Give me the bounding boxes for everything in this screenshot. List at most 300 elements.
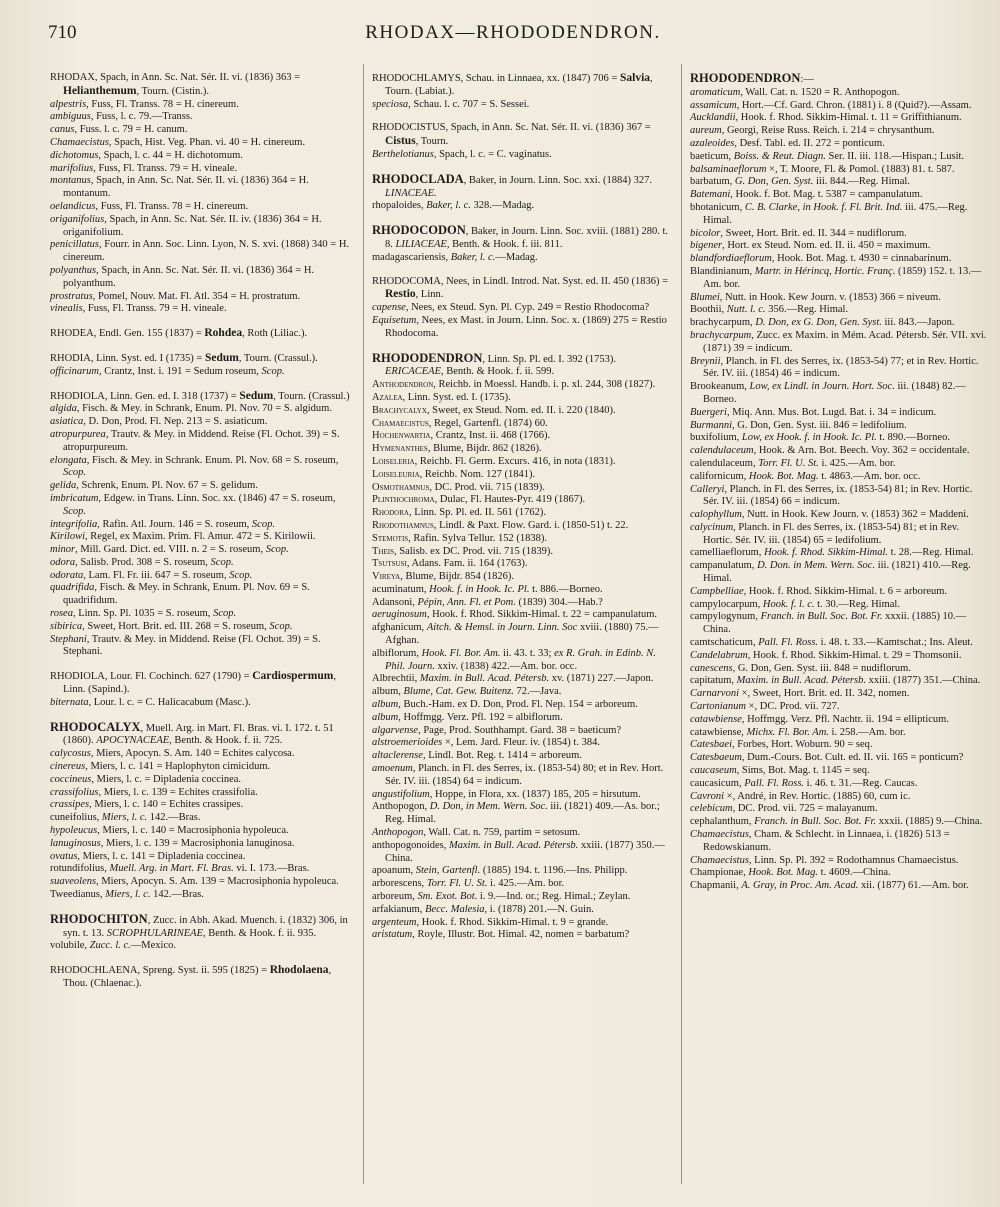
entry-text: , Tourn. (Labiat.).: [385, 73, 653, 97]
entry-text: t. 4863.—Am. bor. occ.: [818, 470, 921, 482]
entry-text: RHODOCHLAMYS, Schau. in Linnaea, xx. (1847) 706 =: [372, 73, 620, 84]
entry-text: integrifolia: [50, 518, 98, 530]
entry-text: xxiv. (1838) 422.—Am. bor. occ.: [434, 660, 578, 672]
entry: [372, 379, 672, 392]
entry-text: xviii. (1880) 75.—Afghan.: [385, 622, 659, 647]
entry: [690, 791, 988, 804]
entry-text: , Fuss. l. c. 79 = H. canum.: [74, 124, 188, 136]
entry-text: ×, T. Moore, Fl. & Pomol. (1883) 81. t. 587.: [766, 163, 955, 175]
entry-text: montanus: [50, 175, 91, 187]
entry-text: algarvense: [372, 724, 419, 736]
entry-text: amoenum: [372, 763, 413, 775]
entry-text: , Miers, l. c. 140 = Echites crassipes.: [89, 799, 244, 811]
entry: [50, 544, 355, 557]
entry: [372, 252, 672, 265]
entry-text: —Mexico.: [130, 940, 176, 952]
entry-text: , Regel, Gartenfl. (1874) 60.: [428, 417, 548, 429]
entry: [50, 150, 355, 163]
entry-text: balsaminaeflorum: [690, 163, 767, 175]
entry: [372, 891, 672, 904]
entry-text: Baker, l. c.: [426, 200, 471, 212]
entry-text: argenteum: [372, 916, 417, 928]
entry-text: calophyllum: [690, 509, 742, 521]
entry-text: , Planch. in Fl. des Serres, ix. (1853-54) 77; et in Rev. Hortic. Sér. IV. iii. (1854) 46 = indicum.: [703, 355, 979, 380]
entry: [690, 611, 988, 637]
entry-text: , Reichb. Nom. 127 (1841).: [419, 468, 536, 480]
entry-text: Low, ex Lindl. in Journ. Hort. Soc.: [749, 381, 895, 393]
entry-text: alstroemerioides: [372, 737, 443, 749]
entry-text: Championae,: [690, 867, 749, 879]
entry-text: lanuginosus: [50, 837, 101, 849]
entry: [690, 586, 988, 599]
entry-text: , Fisch. & Mey. in Schrank, Enum. Pl. Nov. 70 = S. algidum.: [76, 403, 332, 415]
entry: [50, 531, 355, 544]
entry-text: i. 425.—Am. bor.: [818, 457, 896, 469]
entry-text: iii. 475.—Reg. Himal.: [703, 201, 968, 226]
entry-text: , Planch. in Fl. des Serres, ix. (1853-54) 81; et in Rev. Hortic. Sér. IV. iii. (1854) 65 = ledifolium.: [703, 521, 960, 546]
entry-text: penicillatus: [50, 239, 99, 251]
entry-text: afghanicum,: [372, 622, 427, 634]
entry-text: Maxim. in Bull. Acad. Pétersb.: [736, 675, 866, 687]
entry-text: Sedum: [204, 351, 239, 364]
entry-text: Torr. Fl. U. St.: [758, 457, 819, 469]
entry: [372, 72, 672, 99]
entry-text: , Mill. Gard. Dict. ed. VIII. n. 2 = S. roseum,: [75, 544, 266, 556]
entry-text: , Linn. Sp. Pl. 392 = Rodothamnus Chamaecistus.: [748, 854, 959, 866]
entry: [690, 688, 988, 701]
entry: [690, 880, 988, 893]
entry-text: , Fuss, Fl. Transs. 78 = H. cinereum.: [86, 98, 239, 110]
entry-text: volubile,: [50, 940, 90, 952]
entry-text: xxiii. (1877) 350.—China.: [385, 839, 665, 864]
entry: [50, 721, 355, 749]
entry-text: D. Don. in Mem. Wern. Soc.: [757, 560, 876, 572]
entry-text: xxxii. (1885) 9.—China.: [876, 816, 983, 828]
entry: [50, 291, 355, 304]
entry-text: , Lindl. Bot. Reg. t. 1414 = arboreum.: [422, 750, 582, 762]
entry-text: (1885) 194. t. 1196.—Ins. Philipp.: [480, 865, 628, 877]
entry: [372, 789, 672, 802]
entry-text: arboreum,: [372, 891, 418, 903]
entry: [372, 507, 672, 520]
entry-text: , Benth. & Hook. f. iii. 811.: [446, 238, 563, 250]
entry: [372, 392, 672, 405]
entry: [50, 863, 355, 876]
entry-text: Boothii,: [690, 304, 727, 316]
entry-text: , Hook. Bot. Mag. t. 4930 = cinnabarinum.: [771, 253, 952, 265]
entry-text: , Nees, ex Steud. Syn. Pl. Cyp. 249 = Restio Rhodocoma?: [405, 302, 650, 314]
entry: [50, 825, 355, 838]
entry: [690, 458, 988, 471]
entry-text: , Fuss, l. c. 79.—Transs.: [90, 111, 193, 123]
entry-text: , Rafin. Sylva Tellur. 152 (1838).: [408, 532, 547, 544]
entry-text: , DC. Prod. vii. 725 = malayanum.: [732, 803, 878, 815]
entry-text: Hook. f. in Hook. Ic. Pl.: [429, 583, 530, 595]
entry-text: , Miers, l. c. 141 = Dipladenia coccinea.: [77, 850, 246, 862]
entry-text: , Linn.: [415, 289, 444, 301]
entry-text: LINACEAE.: [385, 187, 437, 199]
entry-text: speciosa: [372, 98, 409, 110]
entry-text: Franch. in Bull. Soc. Bot. Fr.: [760, 611, 883, 623]
entry: [372, 558, 672, 571]
entry-text: , Hook. f. Rhod. Sikkim-Himal. t. 22 = campanulatum.: [426, 609, 658, 621]
entry-text: Tweedianus,: [50, 889, 106, 901]
entry: [372, 443, 672, 456]
entry: [50, 201, 355, 214]
entry-text: camtschaticum,: [690, 637, 759, 649]
entry-text: Breynii: [690, 355, 721, 367]
entry-text: , Trautv. & Mey. in Middend. Reise (Fl. Ochot. 39) = S. Stephani.: [63, 633, 321, 658]
entry-text: ×, DC. Prod. vii. 727.: [746, 701, 840, 713]
entry-text: anthopogonoides,: [372, 839, 449, 851]
entry-text: , Hook. f. Rhod. Sikkim-Himal. t. 6 = arboreum.: [743, 585, 948, 597]
entry-text: , Reichb. in Moessl. Handb. i. p. xl. 244, 308 (1827).: [433, 379, 656, 391]
entry-text: i. 425.—Am. bor.: [487, 878, 565, 890]
entry-text: sibirica: [50, 620, 83, 632]
entry-text: i. 9.—Ind. or.; Reg. Himal.; Zeylan.: [477, 891, 631, 903]
entry-text: Scop.: [269, 620, 293, 632]
entry-text: , Hoffmgg. Verz. Pfl. Nachtr. ii. 194 = ellipticum.: [741, 713, 949, 725]
entry-text: Anthopogon: [372, 827, 424, 839]
entry-text: Azalea: [372, 391, 403, 403]
entry-text: RHODIOLA, Linn. Gen. ed. I. 318 (1737) =: [50, 390, 240, 402]
entry-text: calycosus: [50, 748, 91, 760]
entry-text: Loiseleuria: [372, 468, 420, 480]
entry-text: APOCYNACEAE: [96, 735, 170, 747]
entry-text: , Linn. Sp. Pl. 1035 = S. roseum,: [72, 608, 214, 620]
entry: [50, 787, 355, 800]
entry: [50, 416, 355, 429]
entry: [50, 390, 355, 404]
column-divider-left: [363, 64, 364, 1184]
entry-text: oelandicus: [50, 200, 96, 212]
entry: [690, 125, 988, 138]
entry: [690, 445, 988, 458]
entry-text: , Miq. Ann. Mus. Bot. Lugd. Bat. i. 34 = indicum.: [726, 406, 937, 418]
entry-text: Muell. Arg. in Mart. Fl. Bras.: [109, 863, 234, 875]
entry-text: , Wall. Cat. n. 759, partim = setosum.: [423, 827, 581, 839]
entry: [372, 673, 672, 686]
entry: [50, 493, 355, 519]
entry-text: Boiss. & Reut. Diagn.: [733, 150, 826, 162]
entry: [690, 778, 988, 791]
entry: [372, 173, 672, 201]
entry-text: , Nees, ex Mast. in Journ. Linn. Soc. x. (1869) 275 = Restio Rhodocoma.: [385, 314, 667, 339]
entry-text: , Salisb. ex DC. Prod. vii. 715 (1839).: [393, 545, 553, 557]
entry-text: , Lam. Fl. Fr. iii. 647 = S. roseum,: [83, 569, 230, 581]
entry: [372, 712, 672, 725]
entry-text: D. Don, ex G. Don, Gen. Syst.: [755, 317, 882, 329]
entry-text: Nutt. l. c.: [726, 304, 766, 316]
entry-text: , Lour. l. c. = C. Halicacabum (Masc.).: [88, 696, 251, 708]
entry: [50, 557, 355, 570]
entry: [690, 484, 988, 510]
entry-text: album: [372, 711, 399, 723]
entry-text: aureum: [690, 125, 722, 137]
entry: [690, 829, 988, 855]
entry-text: altaclerense: [372, 750, 423, 762]
entry: [50, 366, 355, 379]
entry-text: Blumei: [690, 291, 720, 303]
entry-text: Chamaecistus: [690, 829, 749, 841]
entry-text: Cistus: [385, 135, 416, 148]
entry-text: ii. 43. t. 33;: [500, 647, 555, 659]
entry-text: i. 46. t. 31.—Reg. Caucas.: [804, 777, 918, 789]
entry-text: ×, André, in Rev. Hortic. (1885) 60, cum ic.: [724, 790, 911, 802]
entry: [372, 315, 672, 341]
entry-text: t. 886.—Borneo.: [529, 583, 603, 595]
entry: [690, 765, 988, 778]
entry: [372, 584, 672, 597]
entry-text: alpestris: [50, 98, 87, 110]
entry: [372, 224, 672, 252]
entry-text: buxifolium,: [690, 432, 742, 444]
entry-text: RHODOCHLAENA, Spreng. Syst. ii. 595 (1825) =: [50, 965, 270, 977]
entry: [50, 812, 355, 825]
entry: [50, 137, 355, 150]
entry: [50, 163, 355, 176]
entry: [690, 228, 988, 241]
entry: [50, 99, 355, 112]
entry: [372, 546, 672, 559]
entry-text: , Benth. & Hook. f. ii. 599.: [441, 366, 555, 378]
entry: [372, 737, 672, 750]
entry-text: , Benth. & Hook. f. ii. 935.: [203, 927, 317, 939]
entry-text: atropurpurea: [50, 428, 106, 440]
entry-text: iii. (1821) 409.—As. bor.; Reg. Himal.: [385, 801, 660, 826]
entry-text: apoanum,: [372, 865, 416, 877]
entry-text: D. Don, in Mem. Wern. Soc.: [429, 801, 548, 813]
entry-text: Helianthemum: [63, 84, 137, 97]
entry-text: , Muell. Arg. in Mart. Fl. Bras. vi. I. 172. t. 51 (1860).: [63, 722, 334, 747]
entry-text: , Sims, Bot. Mag. t. 1145 = seq.: [736, 765, 870, 777]
entry: [372, 122, 672, 149]
entry-text: , Schrenk, Enum. Pl. Nov. 67 = S. gelidum.: [76, 480, 258, 492]
entry-text: campylocarpum,: [690, 598, 763, 610]
entry-text: Tsutsusi: [372, 558, 407, 570]
entry: [50, 175, 355, 201]
entry-text: xxiii. (1877) 351.—China.: [865, 675, 981, 687]
entry-text: Sedum: [239, 389, 274, 402]
entry: [372, 648, 672, 674]
entry-text: , Miers, l. c. = Dipladenia coccinea.: [91, 773, 242, 785]
entry-text: Scop.: [213, 608, 237, 620]
entry-text: cuneifolius,: [50, 812, 102, 824]
entry-text: iii. 844.—Reg. Himal.: [813, 176, 910, 188]
entry-text: t. 4609.—China.: [818, 867, 891, 879]
entry-text: Chamaecistus: [50, 136, 109, 148]
entry-text: Hochenwartia: [372, 430, 431, 442]
entry-text: RHODOCISTUS, Spach, in Ann. Sc. Nat. Sér. II. vi. (1836) 367 =: [372, 122, 651, 134]
entry: [372, 571, 672, 584]
column-left: [50, 72, 355, 991]
entry-text: , Fuss, Fl. Transs. 79 = H. vineale.: [93, 162, 238, 174]
entry-text: , Nutt. in Hook. Kew Journ. v. (1853) 366 = niveum.: [719, 291, 941, 303]
entry-text: suaveolens: [50, 876, 97, 888]
entry-text: madagascariensis,: [372, 251, 451, 263]
entry-text: 328.—Madag.: [470, 200, 535, 212]
entry-text: RHODODENDRON: [690, 71, 801, 85]
entry-text: Blandinianum,: [690, 265, 755, 277]
entry: [690, 72, 988, 87]
entry: [690, 803, 988, 816]
entry-text: Brookeanum,: [690, 381, 750, 393]
entry-text: brachycarpum: [690, 329, 752, 341]
entry-text: album: [372, 699, 399, 711]
entry-text: , Nutt. in Hook. Kew Journ. v. (1853) 362 = Maddeni.: [741, 509, 969, 521]
entry: [372, 302, 672, 315]
entry-text: asiatica: [50, 416, 84, 428]
entry-text: aromaticum: [690, 86, 741, 98]
entry-text: Vireya: [372, 571, 401, 583]
entry: [50, 634, 355, 660]
entry-text: , Hook. f. Rhod. Sikkim-Himal. t. 11 = Griffithianum.: [735, 112, 962, 124]
entry-text: , Baker, in Journ. Linn. Soc. xxi. (1884) 327.: [463, 174, 652, 186]
entry-text: Scop.: [63, 505, 87, 517]
entry: [50, 913, 355, 941]
entry-text: , Edgew. in Trans. Linn. Soc. xx. (1846) 47 = S. roseum,: [98, 492, 336, 504]
entry-text: , Salisb. Prod. 308 = S. roseum,: [75, 556, 211, 568]
entry: [690, 727, 988, 740]
entry: [50, 774, 355, 787]
entry-text: iii. (1848) 82.—Borneo.: [703, 381, 966, 405]
entry-text: Cardiospermum: [252, 670, 334, 683]
entry-text: , Fuss, Fl. Transs. 78 = H. cinereum.: [95, 200, 249, 212]
entry-text: , Schau. l. c. 707 = S. Sessei.: [408, 98, 530, 110]
entry-text: Sm. Exot. Bot.: [417, 891, 478, 903]
entry-text: acuminatum,: [372, 583, 430, 595]
entry-text: Candelabrum: [690, 649, 748, 661]
entry-text: Scop.: [210, 556, 234, 568]
entry-text: Berthelotianus: [372, 148, 434, 160]
entry: [50, 582, 355, 608]
entry-text: ovatus: [50, 850, 78, 862]
entry-text: blandfordiaeflorum: [690, 253, 772, 265]
entry: [690, 240, 988, 253]
entry: [50, 799, 355, 812]
entry-text: rhopaloides,: [372, 200, 427, 212]
entry-text: Hook. f. l. c.: [762, 598, 815, 610]
entry-text: Equisetum: [372, 314, 417, 326]
entry-text: , Sweet, Hort. Brit. ed. II. 344 = nudiflorum.: [720, 227, 907, 239]
entry-text: Loiseleria: [372, 455, 415, 467]
entry: [690, 304, 988, 317]
entry-text: Theis: [372, 545, 394, 557]
entry-text: elongata: [50, 454, 87, 466]
entry-text: arborescens,: [372, 878, 427, 890]
entry: [50, 455, 355, 481]
entry-text: Calleryi: [690, 483, 725, 495]
entry: [50, 748, 355, 761]
entry-text: Osmothamnus: [372, 481, 430, 493]
entry-text: , Adans. Fam. ii. 164 (1763).: [406, 558, 528, 570]
entry-text: , Thou. (Chlaenac.).: [63, 965, 332, 989]
entry-text: Michx. Fl. Bor. Am.: [746, 726, 829, 738]
entry: [690, 138, 988, 151]
column-right: [690, 72, 988, 893]
entry: [690, 471, 988, 484]
entry-text: Catesbaei: [690, 739, 732, 751]
entry-text: , Regel, ex Maxim. Prim. Fl. Amur. 472 = S. Kirilowii.: [85, 531, 316, 543]
entry-text: , Hook. f. Bot. Mag. t. 5387 = campanulatum.: [730, 189, 923, 201]
entry-text: , Spach, l. c. 44 = H. dichotomum.: [98, 149, 243, 161]
entry-text: Chamaecistus: [690, 854, 749, 866]
entry-text: 356.—Reg. Himal.: [765, 304, 849, 316]
entry: [372, 200, 672, 213]
entry: [690, 381, 988, 407]
entry-text: californicum,: [690, 470, 749, 482]
entry-text: Torr. Fl. U. St.: [426, 878, 488, 890]
entry-text: Restio: [385, 288, 416, 301]
entry-text: Aitch. & Hemsl. in Journ. Linn. Soc: [426, 622, 578, 634]
entry-text: RHODOCODON: [372, 223, 466, 238]
entry: [372, 405, 672, 418]
entry-text: , Hoffmgg. Verz. Pfl. 192 = albiflorum.: [398, 711, 563, 723]
entry: [690, 701, 988, 714]
entry: [50, 519, 355, 532]
entry-text: , Cham. & Schlecht. in Linnaea, i. (1826) 513 = Redowskianum.: [703, 829, 950, 853]
entry-text: algida: [50, 403, 77, 415]
entry-text: C. B. Clarke, in Hook. f. Fl. Brit. Ind.: [744, 201, 903, 213]
entry: [50, 303, 355, 316]
entry-text: , Fisch. & Mey. in Schrank. Enum. Pl. Nov. 68 = S. roseum,: [86, 454, 339, 466]
entry-text: 72.—Java.: [513, 686, 562, 698]
entry-text: RHODIA, Linn. Syst. ed. I (1735) =: [50, 352, 205, 364]
entry-text: 142.—Bras.: [147, 812, 201, 824]
column-middle: [372, 72, 672, 942]
entry: [372, 878, 672, 891]
entry-text: , Hook. & Arn. Bot. Beech. Voy. 362 = occidentale.: [753, 445, 970, 457]
entry-text: RHODAX, Spach, in Ann. Sc. Nat. Sér. II. vi. (1836) 363 =: [50, 72, 301, 83]
entry-text: Scop.: [63, 467, 87, 479]
entry-text: Brachycalyx: [372, 404, 427, 416]
entry-text: Ser. II. iii. 118.—Hispan.; Lusit.: [825, 150, 965, 162]
entry: [50, 940, 355, 953]
entry-text: aristatum: [372, 929, 413, 941]
entry-text: minor: [50, 544, 76, 556]
entry-text: , Crantz, Inst. ii. 468 (1766).: [430, 430, 551, 442]
entry-text: Cartonianum: [690, 701, 747, 713]
entry-text: , Blume, Bijdr. 854 (1826).: [400, 571, 514, 583]
entry-text: Rhodora: [372, 507, 409, 519]
entry-text: catawbiense: [690, 713, 742, 725]
entry-text: caucasicum,: [690, 777, 745, 789]
entry: [690, 151, 988, 164]
entry: [50, 697, 355, 710]
entry-text: album,: [372, 686, 404, 698]
entry-text: , Dum.-Cours. Bot. Cult. ed. II. vii. 165 = ponticum?: [741, 752, 964, 764]
entry: [50, 761, 355, 774]
entry: [690, 739, 988, 752]
entry: [50, 214, 355, 240]
entry-text: aeruginosum: [372, 609, 427, 621]
entry: [50, 124, 355, 137]
entry-text: Stein, Gartenfl.: [415, 865, 481, 877]
entry-text: Hook. Fl. Bor. Am.: [421, 647, 501, 659]
entry: [690, 356, 988, 382]
entry: [372, 622, 672, 648]
entry-text: calycinum: [690, 521, 734, 533]
entry-text: , Spach, l. c. = C. vaginatus.: [433, 148, 552, 160]
entry-text: , Spach, in Ann. Sc. Nat. Sér. II. iv. (1836) 364 = H. origanifolium.: [63, 213, 322, 238]
entry-text: Blume, Cat. Gew. Buitenz.: [403, 686, 514, 698]
entry-text: SCROPHULARINEAE: [106, 927, 204, 939]
entry-text: odorata: [50, 569, 84, 581]
entry-text: , Zucc. ex Maxim. in Mém. Acad. Pétersb. Sér. VII. xvi. (1871) 39 = indicum.: [703, 329, 987, 354]
entry: [690, 112, 988, 125]
entry: [50, 889, 355, 902]
entry: [372, 352, 672, 380]
